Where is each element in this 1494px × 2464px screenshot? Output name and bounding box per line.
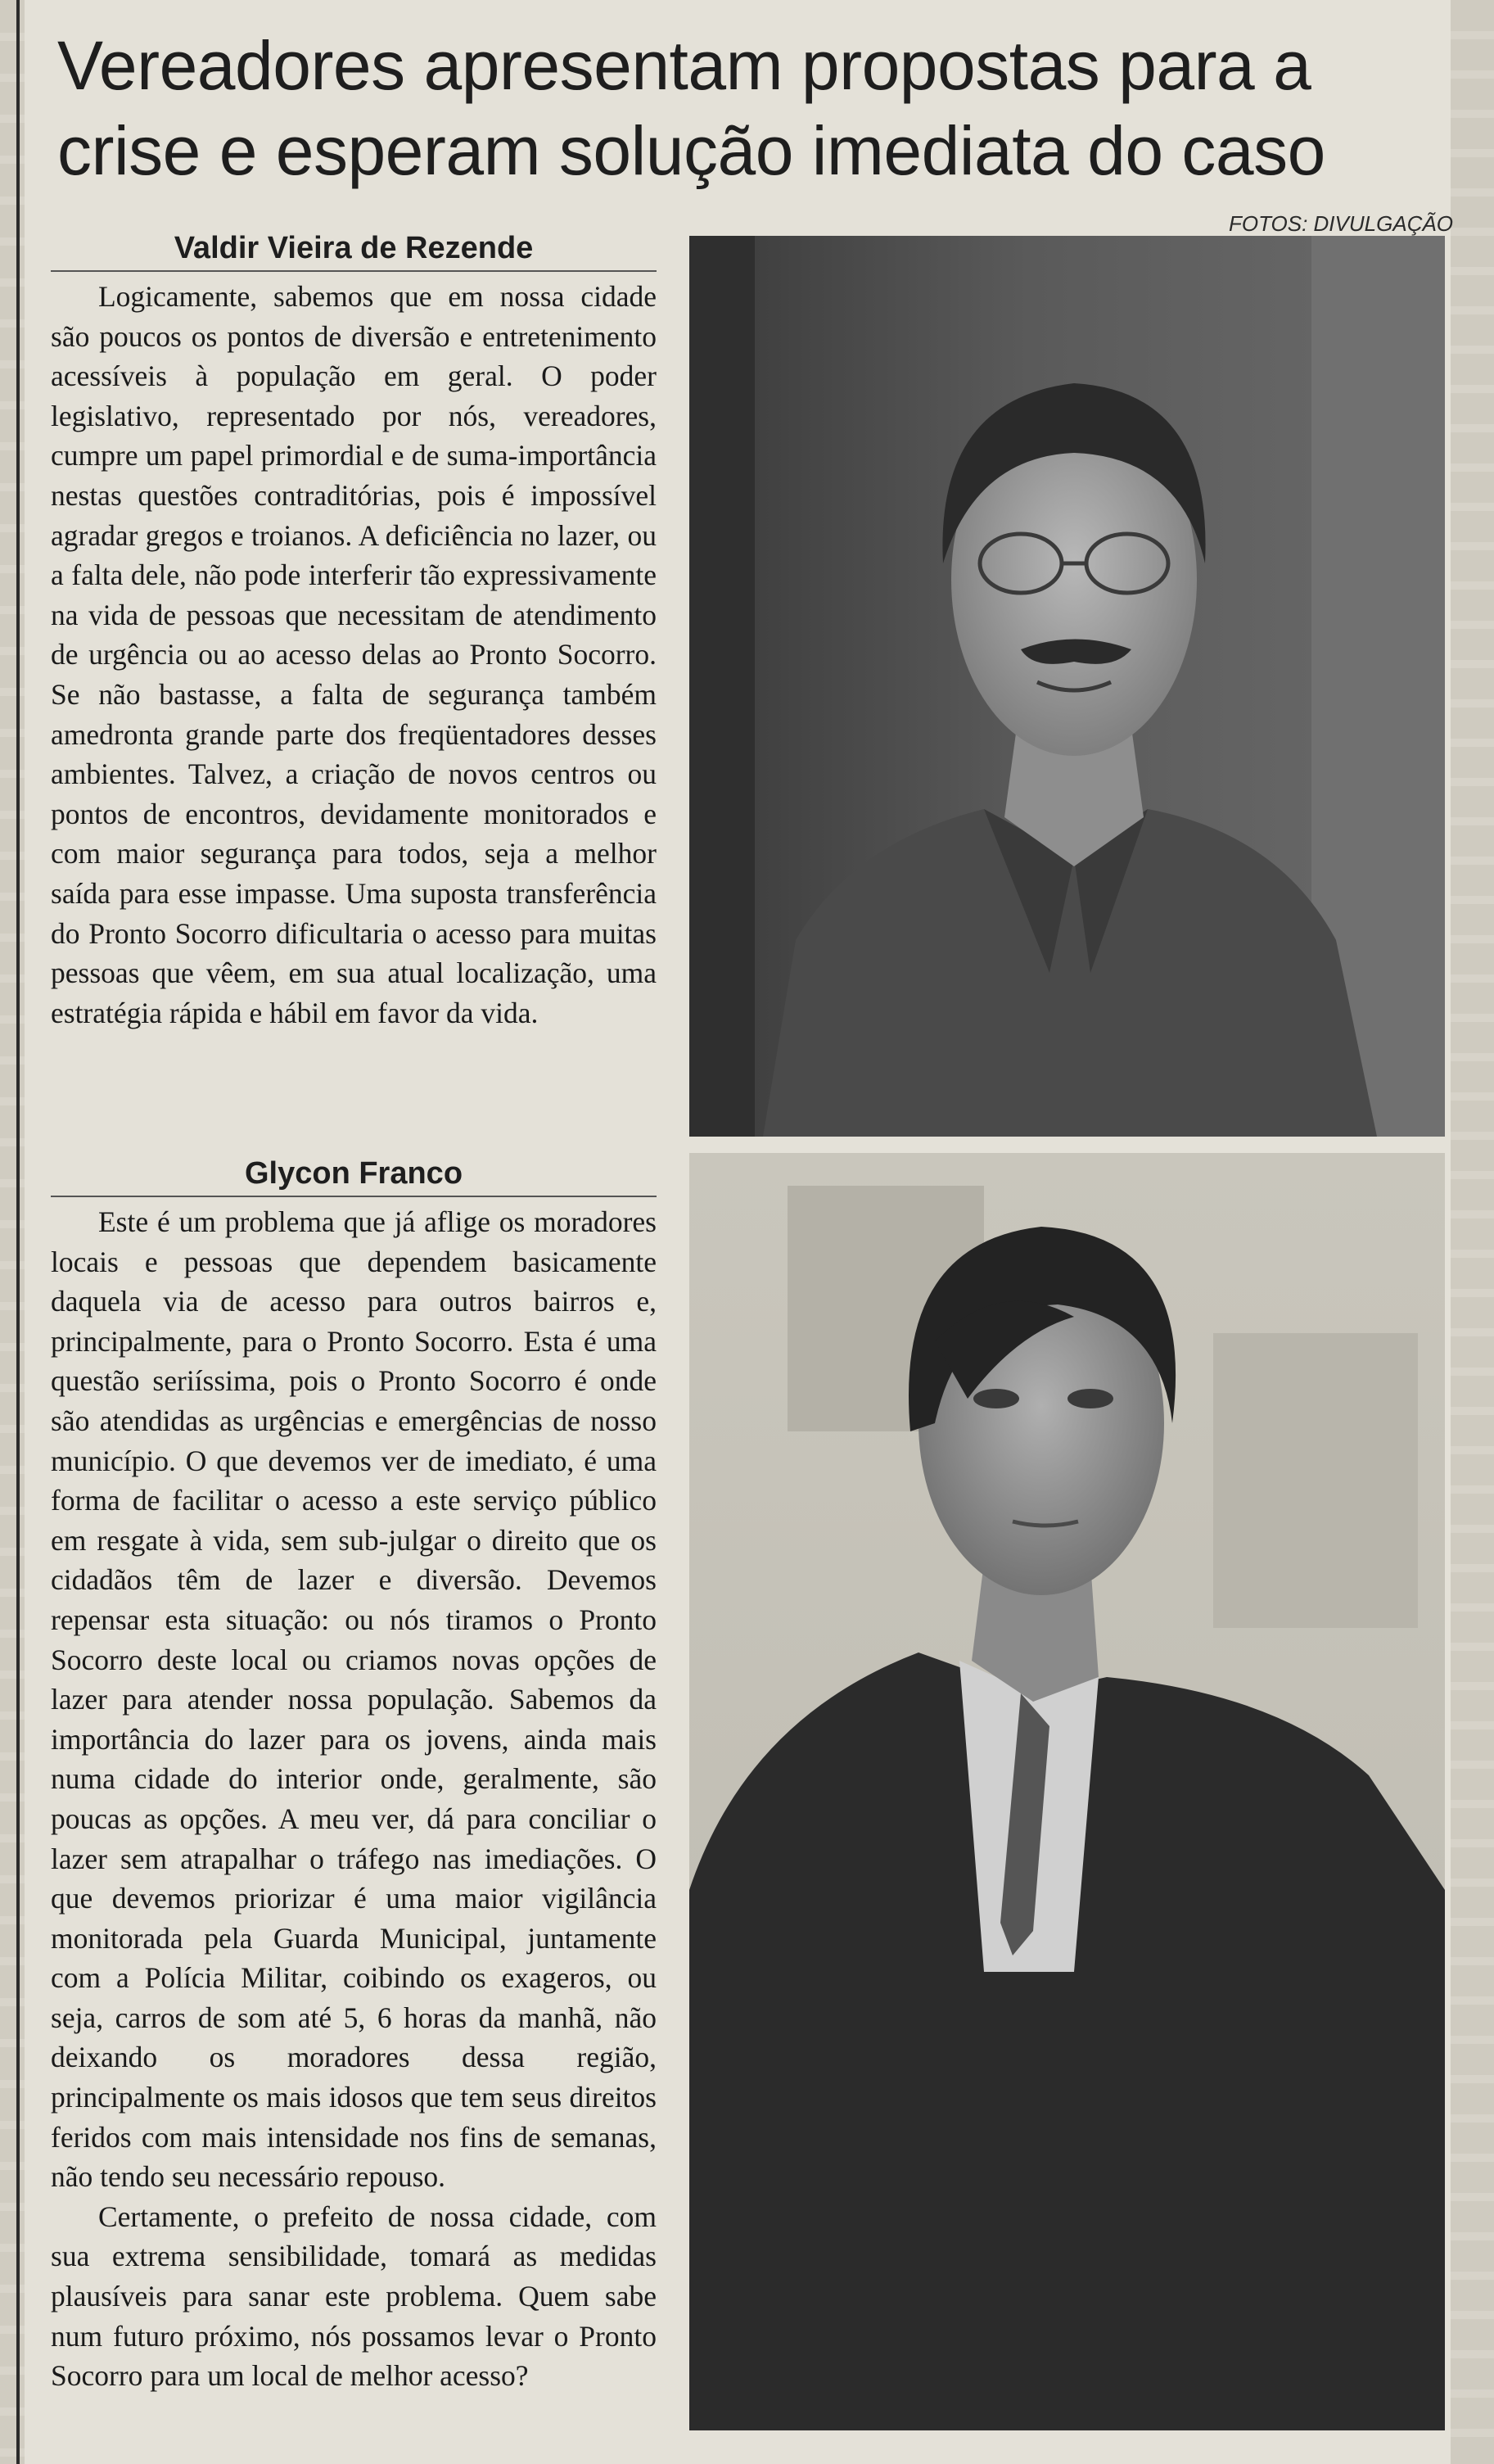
- adjacent-clipping-right: [1449, 0, 1494, 2464]
- portrait-photo-valdir: [689, 236, 1445, 1137]
- portrait-photo-glycon: [689, 1153, 1445, 2430]
- article-paragraph: Logicamente, sabemos que em nossa cidade são poucos os pontos de diversão e entretenimento acessíveis à população em geral. O poder legislativo, representado por nós, vereadores, cumpre um papel primordial e de suma-importância nestas questões contraditórias, pois é impossível agradar gregos e troianos. A deficiência no lazer, ou a falta dele, não pode interferir tão expressivamente na vida de pessoas que necessitam de atendimento de urgência ou ao acesso delas ao Pronto Socorro. Se não bastasse, a falta de segurança também amedronta grande parte dos freqüentadores desses ambientes. Talvez, a criação de novos centros ou pontos de encontros, devidamente monitorados e com maior segurança para todos, seja a melhor saída para esse impasse. Uma suposta transferência do Pronto Socorro dificultaria o acesso para muitas pessoas que vêem, em sua atual localização, uma estratégia rápida e hábil em favor da vida.: [51, 280, 657, 1029]
- section-glycon: [51, 1155, 657, 2396]
- article-paragraph: Certamente, o prefeito de nossa cidade, com sua extrema sensibilidade, tomará as medidas plausíveis para sanar este problema. Quem sabe num futuro próximo, nós possamos levar o Pronto Socorro para um local de melhor acesso?: [51, 2200, 657, 2393]
- column-rule: [16, 0, 20, 2464]
- author-name: Glycon Franco: [51, 1155, 657, 1197]
- author-name: Valdir Vieira de Rezende: [51, 229, 657, 272]
- article-headline: Vereadores apresentam propostas para a crise e esperam solução imediata do caso: [57, 27, 1325, 189]
- article-paragraph: Este é um problema que já aflige os moradores locais e pessoas que dependem basicamente daquela via de acesso para outros bairros e, principalmente, para o Pronto Socorro. Esta é uma questão seriíssima, pois o Pronto Socorro é onde são atendidas as urgências e emergências de nosso município. O que devemos ver de imediato, é uma forma de facilitar o acesso a este serviço público em resgate à vida, sem sub-julgar o direito que os cidadãos têm de lazer e diversão. Devemos repensar esta situação: ou nós tiramos o Pronto Socorro deste local ou criamos novas opções de lazer para atender nossa população. Sabemos da importância do lazer para os jovens, ainda mais numa cidade do interior onde, geralmente, são poucas as opções. A meu ver, dá para conciliar o lazer sem atrapalhar o tráfego nas imediações. O que devemos priorizar é uma maior vigilância monitorada pela Guarda Municipal, juntamente com a Polícia Militar, coibindo os exageros, ou seja, carros de som até 5, 6 horas da manhã, não deixando os moradores dessa região, principalmente os mais idosos que tem seus direitos feridos com mais intensidade nos fins de semanas, não tendo seu necessário repouso.: [51, 1205, 657, 2194]
- section-valdir: [51, 229, 657, 1033]
- photo-credit: FOTOS: DIVULGAÇÃO: [1228, 211, 1453, 236]
